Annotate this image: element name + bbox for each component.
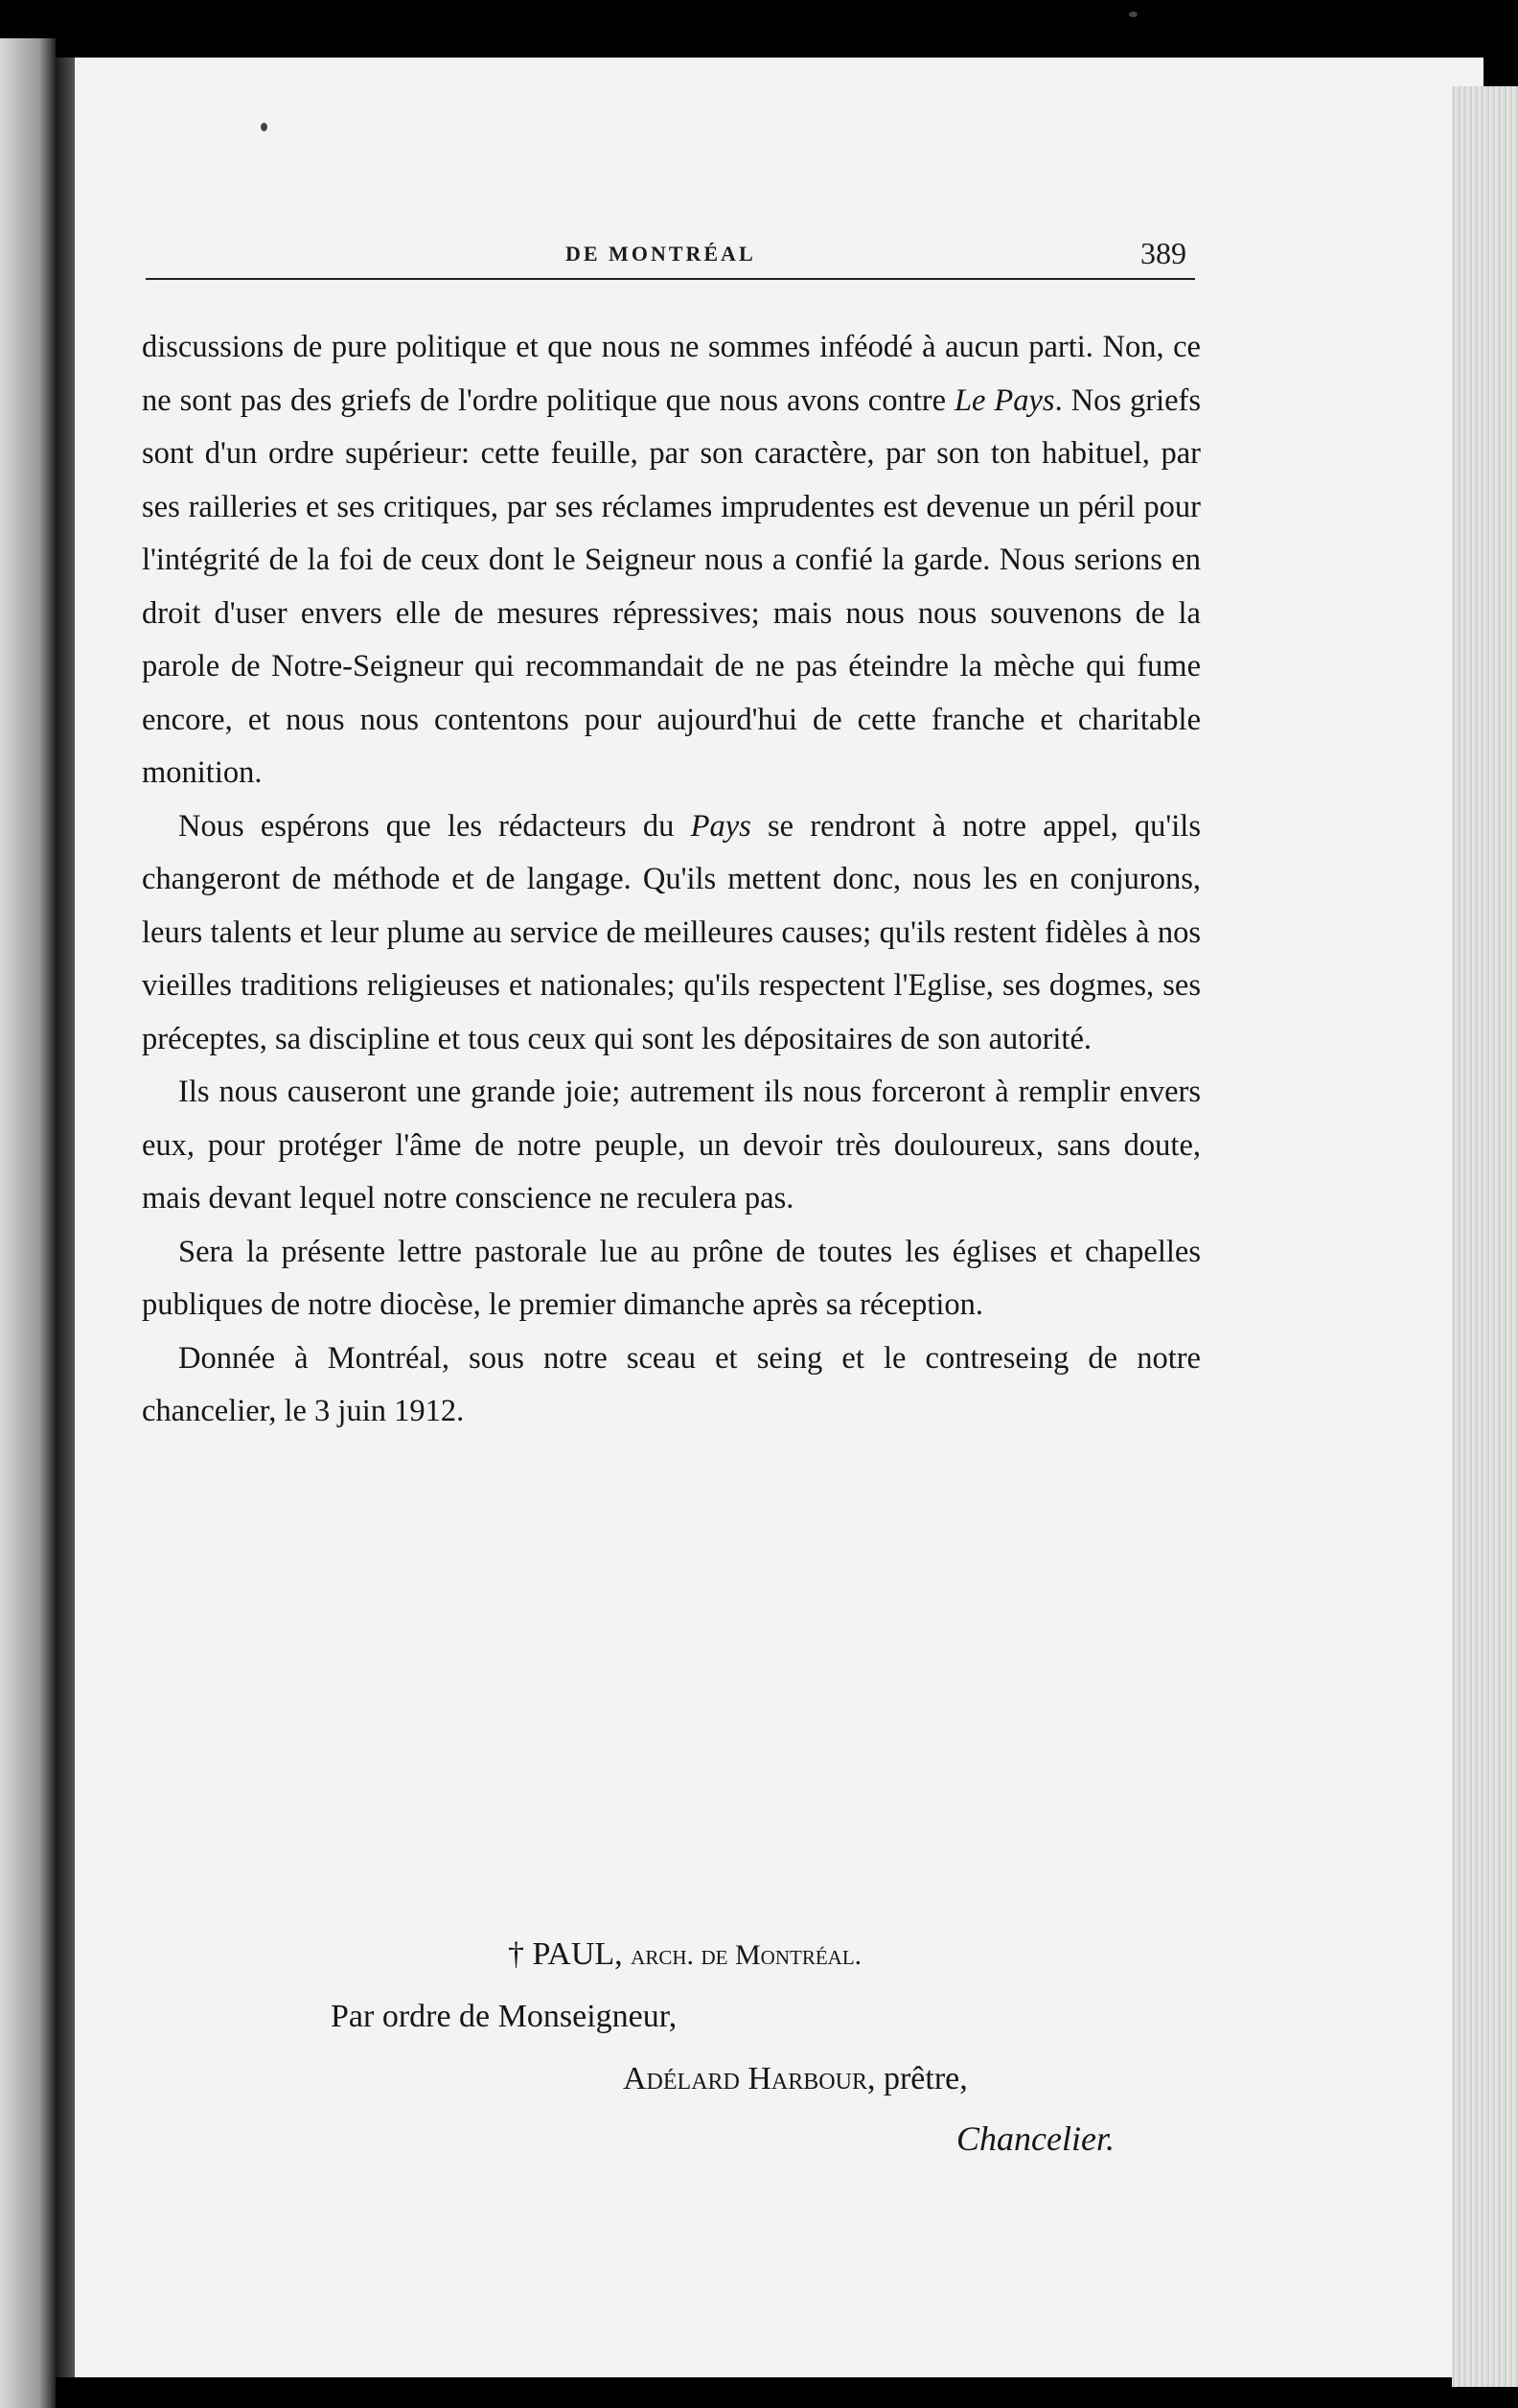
running-head: DE MONTRÉAL — [565, 242, 756, 266]
body-text — [142, 321, 1201, 1439]
paragraph-4: Sera la présente lettre pastorale lue au prône de toutes les églises et chapelles publiques de notre diocèse, le premier dimanche après sa réception. — [142, 1234, 1201, 1322]
archbishop-title: arch. de Montréal. — [631, 1939, 862, 1971]
chancellor-signature — [623, 2061, 968, 2097]
paragraph-5: Donnée à Montréal, sous notre sceau et seing et le contreseing de notre chancelier, le 3 juin 1912. — [142, 1340, 1201, 1428]
chancellor-role: prêtre, — [883, 2061, 968, 2096]
book-left-edge — [0, 38, 56, 2408]
newspaper-title: Pays — [690, 808, 751, 844]
ink-speck — [261, 123, 267, 131]
archbishop-signature — [508, 1936, 862, 1973]
archbishop-name: † PAUL, — [508, 1936, 623, 1972]
header-rule — [146, 278, 1195, 280]
page-number: 389 — [1140, 236, 1186, 270]
chancellor-title: Chancelier. — [956, 2119, 1115, 2158]
newspaper-title: Le Pays — [954, 382, 1055, 418]
order-line: Par ordre de Monseigneur, — [331, 1999, 678, 2034]
paragraph-2: Nous espérons que les rédacteurs du Pays se rendront à notre appel, qu'ils changeront de méthode et de langage. Qu'ils mettent donc, nous les en conjurons, leurs talents et leur plume au service de meilleures causes; qu'ils restent fidèles à nos vieilles traditions religieuses et nationales; qu'ils respectent l'Eglise, ses dogmes, ses préceptes, sa discipline et tous ceux qui sont les dépositaires de son autorité. — [142, 808, 1201, 1056]
paragraph-1: discussions de pure politique et que nous ne sommes inféodé à aucun parti. Non, ce ne sont pas des griefs de l'ordre politique que nous avons contre Le Pays. Nos griefs sont d'un ordre supérieur: cette feuille, par son caractère, par son ton habituel, par ses railleries et ses critiques, par ses réclames imprudentes est devenue un péril pour l'intégrité de la foi de ceux dont le Seigneur nous a confié la garde. Nous serions en droit d'user envers elle de mesures répressives; mais nous nous souvenons de la parole de Notre-Seigneur qui recommandait de ne pas éteindre la mèche qui fume encore, et nous nous contentons pour aujourd'hui de cette franche et charitable monition. — [142, 330, 1201, 790]
page-header — [144, 230, 1198, 278]
chancellor-name: Adélard Harbour, — [623, 2061, 876, 2096]
book-page-edges — [1452, 86, 1518, 2387]
book-gutter — [56, 58, 77, 2377]
paragraph-3: Ils nous causeront une grande joie; autrement ils nous forceront à remplir envers eux, pour protéger l'âme de notre peuple, un devoir très douloureux, sans doute, mais devant lequel notre conscience ne reculera pas. — [142, 1075, 1201, 1216]
ink-speck — [1129, 12, 1138, 17]
